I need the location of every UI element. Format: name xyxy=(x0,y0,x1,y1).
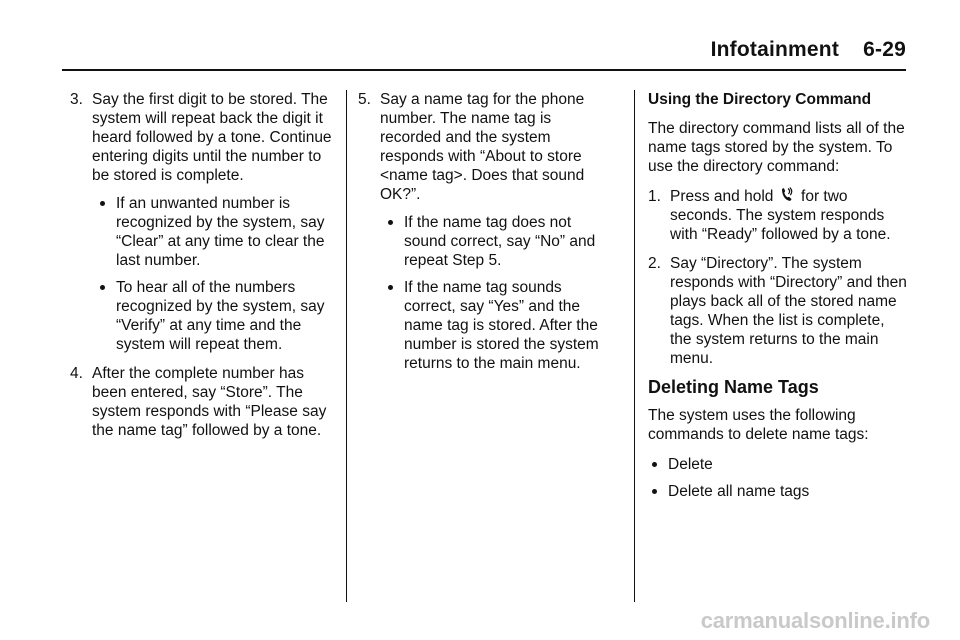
step-text-start: Press and hold xyxy=(670,188,774,205)
column-3 xyxy=(648,90,910,509)
watermark: carmanualsonline.info xyxy=(700,608,930,633)
command-list xyxy=(648,455,910,501)
command-text: Delete all name tags xyxy=(668,483,810,500)
step-2 xyxy=(648,254,910,368)
step-4 xyxy=(70,364,340,440)
bullet-icon xyxy=(388,285,393,290)
step-text: Say the first digit to be stored. The system will repeat back the digit it heard followed by a tone. Continue entering digits until the number to be stored is complete. xyxy=(92,91,332,184)
list-item xyxy=(648,482,910,501)
column-1 xyxy=(70,90,340,450)
section-intro: The system uses the following commands to delete name tags: xyxy=(648,407,869,443)
step-text: After the complete number has been entered, say “Store”. The system responds with “Please say the name tag” followed by a tone. xyxy=(92,365,327,439)
step-number: 1. xyxy=(648,188,661,205)
bullet-text: If the name tag does not sound correct, say “No” and repeat Step 5. xyxy=(404,214,596,269)
page-header xyxy=(711,38,906,62)
step-3 xyxy=(70,90,340,354)
step-number: 4. xyxy=(70,365,83,382)
column-divider xyxy=(346,90,347,602)
column-divider xyxy=(634,90,635,602)
list-item xyxy=(94,278,340,354)
phone-voice-icon xyxy=(780,187,793,203)
section-heading: Deleting Name Tags xyxy=(648,377,819,397)
list-item xyxy=(94,194,340,270)
column-2 xyxy=(358,90,613,383)
header-rule xyxy=(62,69,906,71)
step-text-end: for two seconds. The system responds with “Ready” followed by a tone. xyxy=(670,188,891,243)
list-item xyxy=(382,213,613,270)
step-text xyxy=(670,187,910,244)
step-1 xyxy=(648,187,910,244)
bullet-icon xyxy=(100,201,105,206)
bullet-text: To hear all of the numbers recognized by the system, say “Verify” at any time and the system will repeat them. xyxy=(116,279,325,353)
step-text: Say “Directory”. The system responds with “Directory” and then plays back all of the stored name tags. When the list is complete, the system returns to the main menu. xyxy=(670,255,907,367)
list-item xyxy=(382,278,613,373)
bullet-list xyxy=(92,194,340,354)
section-title: Infotainment xyxy=(710,38,840,61)
page-number: 6-29 xyxy=(863,38,906,61)
step-number: 3. xyxy=(70,91,83,108)
bullet-icon xyxy=(388,220,393,225)
bullet-icon xyxy=(652,489,657,494)
list-item xyxy=(648,455,910,474)
intro-paragraph: The directory command lists all of the name tags stored by the system. To use the directory command: xyxy=(648,120,905,175)
bullet-icon xyxy=(100,285,105,290)
bullet-text: If the name tag sounds correct, say “Yes” and the name tag is stored. After the number is stored the system returns to the main menu. xyxy=(404,279,599,372)
step-number: 2. xyxy=(648,255,661,272)
bullet-text: If an unwanted number is recognized by the system, say “Clear” at any time to clear the last number. xyxy=(116,195,325,269)
bullet-icon xyxy=(652,462,657,467)
bullet-list xyxy=(380,213,613,373)
subheading: Using the Directory Command xyxy=(648,91,872,108)
command-text: Delete xyxy=(668,456,713,473)
step-5 xyxy=(358,90,613,373)
step-number: 5. xyxy=(358,91,371,108)
step-text: Say a name tag for the phone number. The name tag is recorded and the system responds with “About to store <name tag>. Does that sound OK?”. xyxy=(380,91,585,203)
